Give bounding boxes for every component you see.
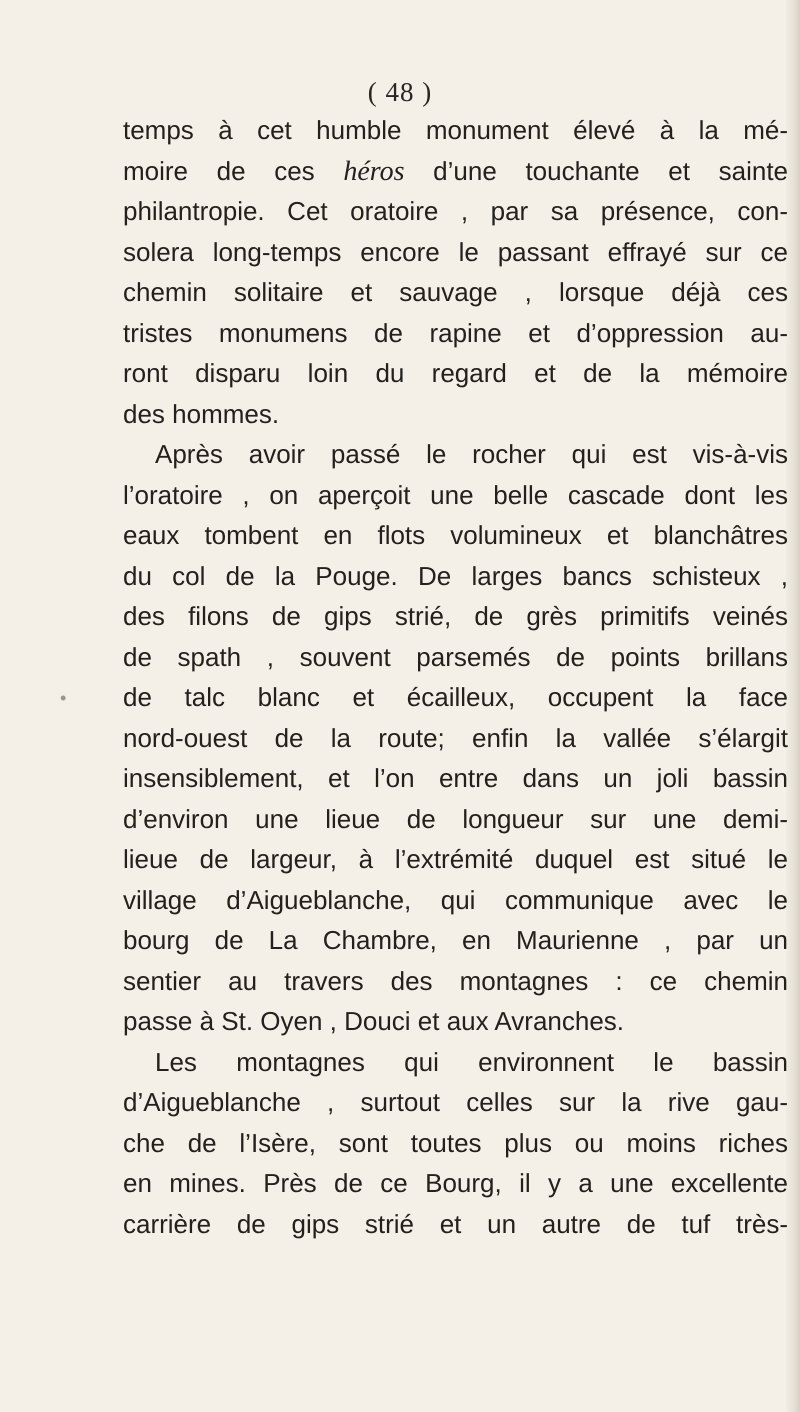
text-line-7: ront disparu loin du regard et de la mémoire bbox=[123, 358, 788, 388]
text-line-13: des filons de gips strié, de grès primitifs veinés bbox=[123, 601, 788, 631]
text-line-3: philantropie. Cet oratoire , par sa présence, con- bbox=[123, 196, 788, 226]
text-line-19: lieue de largeur, à l’extrémité duquel est situé le bbox=[123, 844, 788, 874]
text-line-2-start: moire de ces bbox=[123, 155, 344, 186]
text-line-25: d’Aigueblanche , surtout celles sur la rive gau- bbox=[123, 1087, 788, 1117]
text-line-9: Après avoir passé le rocher qui est vis-à-vis bbox=[155, 439, 788, 469]
text-line-17: insensiblement, et l’on entre dans un joli bassin bbox=[123, 763, 788, 793]
text-line-26: che de l’Isère, sont toutes plus ou moins riches bbox=[123, 1127, 788, 1158]
text-line-14: de spath , souvent parsemés de points brillans bbox=[123, 641, 788, 672]
paper-speck: • bbox=[60, 688, 67, 708]
text-line-18: d’environ une lieue de longueur sur une demi- bbox=[123, 803, 788, 834]
italic-word-heros: héros bbox=[343, 155, 405, 187]
text-line-24: Les montagnes qui environnent le bassin bbox=[155, 1046, 788, 1077]
text-line-2-end: d’une touchante et sainte bbox=[404, 155, 788, 186]
text-line-12: du col de la Pouge. De larges bancs schisteux , bbox=[123, 560, 788, 591]
text-line-1: temps à cet humble monument élevé à la mé- bbox=[123, 115, 788, 145]
page-number: ( 48 ) bbox=[367, 77, 433, 107]
text-line-5: chemin solitaire et sauvage , lorsque déjà ces bbox=[123, 277, 788, 307]
text-line-8: des hommes. bbox=[123, 398, 280, 429]
body-text bbox=[123, 110, 788, 1244]
text-line-6: tristes monumens de rapine et d’oppression au- bbox=[123, 317, 788, 348]
page-edge-shadow bbox=[786, 0, 800, 1412]
text-line-16: nord-ouest de la route; enfin la vallée s’élargit bbox=[123, 722, 788, 753]
text-line-2 bbox=[123, 151, 788, 192]
text-line-15: de talc blanc et écailleux, occupent la face bbox=[123, 682, 788, 712]
text-line-21: bourg de La Chambre, en Maurienne , par un bbox=[123, 925, 788, 955]
text-line-23: passe à St. Oyen , Douci et aux Avranches. bbox=[123, 1006, 625, 1036]
text-line-11: eaux tombent en flots volumineux et blanchâtres bbox=[123, 520, 788, 550]
text-line-28: carrière de gips strié et un autre de tuf très- bbox=[123, 1208, 788, 1239]
text-line-4: solera long-temps encore le passant effrayé sur ce bbox=[123, 236, 788, 267]
text-line-20: village d’Aigueblanche, qui communique avec le bbox=[123, 884, 788, 915]
text-line-22: sentier au travers des montagnes : ce chemin bbox=[123, 965, 788, 996]
text-line-10: l’oratoire , on aperçoit une belle cascade dont les bbox=[123, 479, 788, 510]
text-line-27: en mines. Près de ce Bourg, il y a une excellente bbox=[123, 1168, 788, 1198]
